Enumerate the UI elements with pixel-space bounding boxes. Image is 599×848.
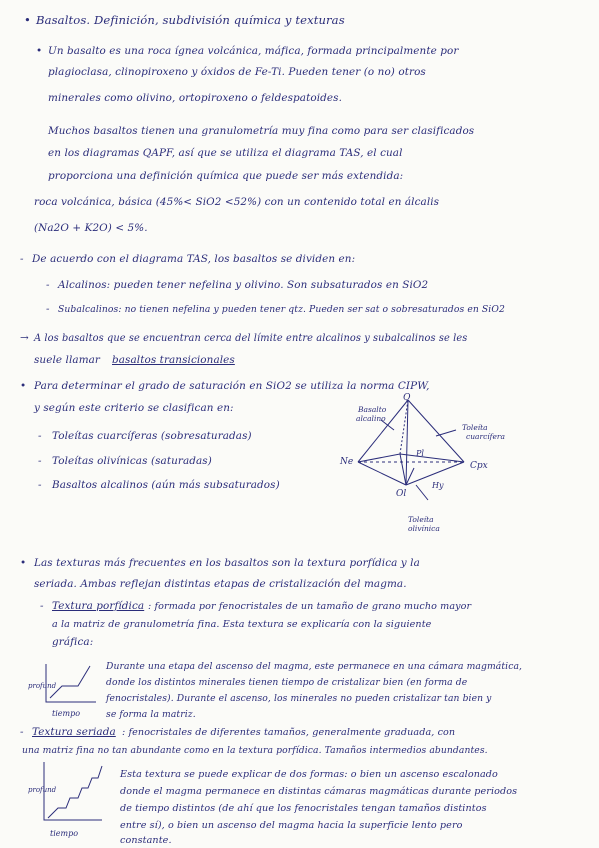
graph-x-label: tiempo [52, 709, 81, 718]
tas-item-subalcalinos: Subalcalinos: no tienen nefelina y pueden tener qtz. Pueden ser sat o sobresaturados en SiO2 [58, 304, 505, 315]
definition-line: Muchos basaltos tienen una granulometría muy fina como para ser clasificados [48, 125, 475, 137]
label-basalto-alcalino: Basalto [358, 405, 387, 414]
textures-intro: Las texturas más frecuentes en los basaltos son la textura porfídica y la [34, 557, 420, 569]
definition-line: en los diagramas QAPF, así que se utiliza el diagrama TAS, el cual [48, 147, 403, 159]
definition-line: roca volcánica, básica (45%< SiO2 <52%) con un contenido total en álcalis [34, 196, 440, 208]
bullet-definition: • [36, 45, 43, 57]
label-toleita-olivinica: Toleíta [408, 515, 434, 524]
vertex-pl: Pl [416, 449, 424, 458]
tas-item-alcalinos: Alcalinos: pueden tener nefelina y olivino. Son subsaturados en SiO2 [58, 279, 429, 291]
cipw-item: Basaltos alcalinos (aún más subsaturados) [52, 479, 280, 491]
vertex-q: Q [403, 393, 411, 403]
seriada-explanation: donde el magma permanece en distintas cámaras magmáticas durante periodos [120, 786, 518, 797]
porfidica-explanation: Durante una etapa del ascenso del magma, este permanece en una cámara magmática, [106, 661, 523, 672]
porfidica-line: a la matriz de granulometría fina. Esta textura se explicaría con la siguiente [52, 619, 432, 630]
transition-term: basaltos transicionales [112, 354, 235, 366]
transition-line: suele llamar [34, 354, 101, 366]
textures-intro: seriada. Ambas reflejan distintas etapas de cristalización del magma. [34, 578, 407, 590]
seriada-line: una matriz fina no tan abundante como en la textura porfídica. Tamaños intermedios abundantes. [22, 745, 488, 756]
porfidica-line: : formada por fenocristales de un tamaño de grano mucho mayor [148, 601, 472, 612]
definition-line: (Na2O + K2O) < 5%. [34, 222, 148, 234]
porfidica-explanation: se forma la matriz. [106, 709, 196, 720]
term-textura-seriada: Textura seriada [32, 726, 116, 738]
graph-y-label: profund [28, 786, 57, 794]
porfidica-line: gráfica: [52, 636, 94, 648]
dash-item: - [40, 600, 44, 612]
graph-x-label: tiempo [50, 829, 79, 838]
dash-tas: - [20, 253, 24, 265]
bullet-cipw: • [20, 380, 27, 392]
cipw-item: Toleítas olivínicas (saturadas) [52, 455, 212, 467]
dash-item: - [20, 726, 24, 738]
seriada-line: : fenocristales de diferentes tamaños, generalmente graduada, con [122, 727, 456, 738]
cipw-intro: Para determinar el grado de saturación en SiO2 se utiliza la norma CIPW, [34, 380, 430, 392]
arrow-transition: → [20, 332, 29, 344]
definition-line: proporciona una definición química que puede ser más extendida: [48, 170, 404, 182]
seriada-explanation: Esta textura se puede explicar de dos formas: o bien un ascenso escalonado [120, 769, 498, 780]
vertex-cpx: Cpx [470, 461, 488, 471]
vertex-ol: Ol [396, 489, 407, 499]
porfidica-depth-time-graph [28, 658, 100, 720]
label-toleita-olivinica: olivínica [408, 524, 440, 533]
seriada-explanation: constante. [120, 835, 172, 846]
dash-item: - [38, 479, 42, 491]
dash-item: - [38, 455, 42, 467]
seriada-depth-time-graph [28, 758, 108, 842]
label-toleita-cuarcifera: Toleíta [462, 423, 488, 432]
seriada-explanation: entre sí), o bien un ascenso del magma hacia la superficie lento pero [120, 820, 463, 831]
definition-line: minerales como olivino, ortopiroxeno o feldespatoides. [48, 92, 342, 104]
cipw-tetrahedron-diagram [336, 390, 536, 545]
bullet-textures: • [20, 557, 27, 569]
vertex-hy: Hy [432, 481, 444, 490]
label-toleita-cuarcifera: cuarcífera [466, 432, 505, 441]
label-basalto-alcalino: alcalino [356, 414, 386, 423]
tas-intro: De acuerdo con el diagrama TAS, los basaltos se dividen en: [32, 253, 356, 265]
term-textura-porfidica: Textura porfídica [52, 600, 145, 612]
dash-item: - [46, 303, 50, 315]
porfidica-explanation: fenocristales). Durante el ascenso, los minerales no pueden cristalizar tan bien y [106, 693, 492, 704]
vertex-ne: Ne [340, 457, 354, 467]
cipw-item: Toleítas cuarcíferas (sobresaturadas) [52, 430, 252, 442]
cipw-intro: y según este criterio se clasifican en: [34, 402, 234, 414]
page-title: Basaltos. Definición, subdivisión química y texturas [36, 13, 345, 27]
bullet-title: • [24, 13, 31, 27]
transition-line: A los basaltos que se encuentran cerca del límite entre alcalinos y subalcalinos se les [34, 333, 468, 344]
seriada-explanation: de tiempo distintos (de ahí que los fenocristales tengan tamaños distintos [120, 803, 487, 814]
dash-item: - [38, 430, 42, 442]
definition-line: Un basalto es una roca ígnea volcánica, máfica, formada principalmente por [48, 45, 459, 57]
dash-item: - [46, 279, 50, 291]
porfidica-explanation: donde los distintos minerales tienen tiempo de cristalizar bien (en forma de [106, 677, 468, 688]
definition-line: plagioclasa, clinopiroxeno y óxidos de Fe-Ti. Pueden tener (o no) otros [48, 66, 426, 78]
graph-y-label: profund [28, 682, 57, 690]
